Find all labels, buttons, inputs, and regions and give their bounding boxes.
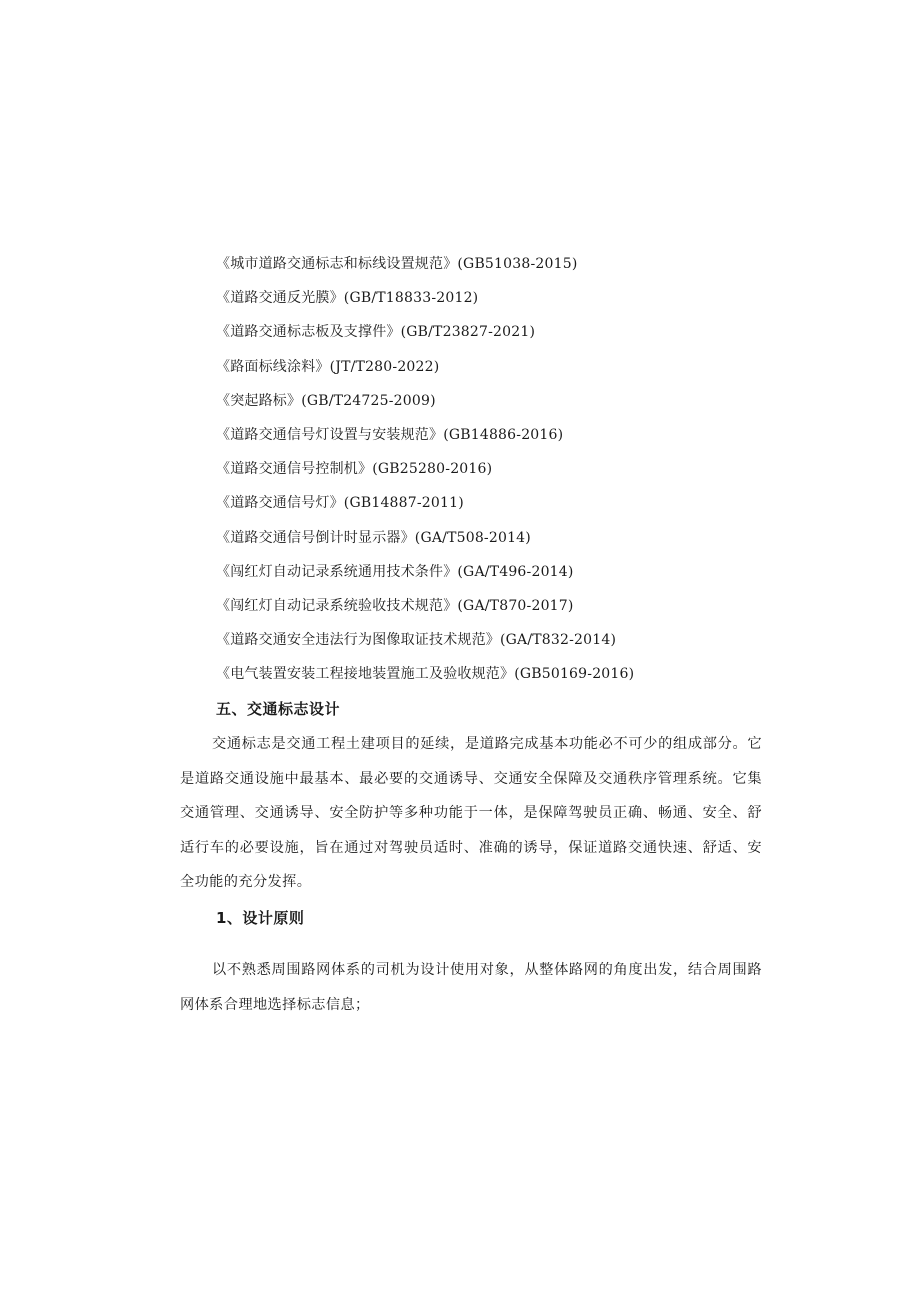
reference-item: 《闯红灯自动记录系统验收技术规范》(GA/T870-2017) — [216, 597, 574, 614]
subsection-heading: 1、设计原则 — [216, 909, 305, 927]
reference-item: 《道路交通信号灯设置与安装规范》(GB14886-2016) — [216, 426, 564, 443]
reference-item: 《城市道路交通标志和标线设置规范》(GB51038-2015) — [216, 256, 578, 272]
reference-item: 《道路交通信号灯》(GB14887-2011) — [216, 495, 464, 512]
reference-item: 《道路交通反光膜》(GB/T18833-2012) — [216, 290, 479, 307]
reference-item: 《路面标线涂料》(JT/T280-2022) — [216, 358, 440, 375]
reference-item: 《闯红灯自动记录系统通用技术条件》(GA/T496-2014) — [216, 563, 574, 580]
section-heading: 五、交通标志设计 — [216, 700, 341, 718]
reference-item: 《道路交通标志板及支撑件》(GB/T23827-2021) — [216, 324, 536, 341]
reference-item: 《突起路标》(GB/T24725-2009) — [216, 392, 436, 409]
subsection-paragraph: 以不熟悉周围路网体系的司机为设计使用对象，从整体路网的角度出发，结合周围路网体系合理地选择标志信息； — [180, 962, 762, 1013]
reference-item: 《道路交通安全违法行为图像取证技术规范》(GA/T832-2014) — [216, 632, 617, 649]
section-paragraph: 交通标志是交通工程土建项目的延续，是道路完成基本功能必不可少的组成部分。它是道路交通设施中最基本、最必要的交通诱导、交通安全保障及交通秩序管理系统。它集交通管理、交通诱导、安全防护等多种功能于一体，是保障驾驶员正确、畅通、安全、舒适行车的必要设施，旨在通过对驾驶员适时、准确的诱导，保证道路交通快速、舒适、安全功能的充分发挥。 — [180, 736, 762, 890]
reference-item: 《道路交通信号倒计时显示器》(GA/T508-2014) — [216, 529, 531, 546]
reference-item: 《道路交通信号控制机》(GB25280-2016) — [216, 461, 493, 478]
reference-item: 《电气装置安装工程接地装置施工及验收规范》(GB50169-2016) — [216, 666, 635, 683]
standards-reference-list — [216, 254, 634, 698]
